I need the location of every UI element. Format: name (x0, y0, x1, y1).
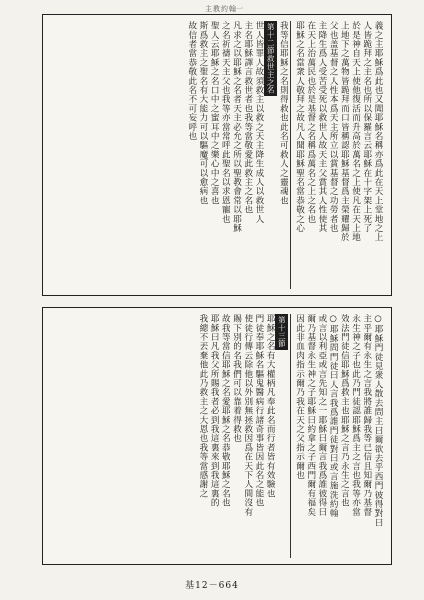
chapter-label: 第十三節 (275, 314, 288, 350)
text-column: 主名耶穌譯言救世者也我等當敬愛此救主之名也 (242, 21, 253, 215)
chapter-heading (264, 21, 277, 289)
bottom-text-columns (51, 314, 383, 558)
text-column: 上地下之萬物皆跪拜而口皆稱認耶穌基督爲主榮耀歸於 (339, 21, 350, 242)
text-column: 世人皆罪人故須救主以救之天主降生成人以救世人 (253, 21, 264, 224)
page-number: 基12－664 (185, 581, 239, 591)
text-column: 凡求之以耶穌之名者天主必允之所以聖教會常以耶穌 (231, 21, 242, 233)
text-column: 效法門徒信耶穌爲救主也耶穌之言乃永生之言也 (339, 314, 350, 508)
text-column: 聖人云耶穌之名口中之蜜耳中之樂心中之喜也 (209, 21, 220, 205)
text-column: 使徒行傳云除他以外別無拯救因爲在天下人間沒有 (242, 314, 253, 517)
text-column: 之名祈禱天主父也我等亦當常呼此聖名以求恩寵也 (220, 21, 231, 224)
text-column: 耶穌之名有大權柄凡奉此名而行者皆有效驗也 (265, 314, 276, 498)
text-column: 因此非血肉指示爾乃我在天之父指示爾也 (294, 314, 305, 480)
column-divider (290, 314, 291, 558)
text-column: 主乎爾有永生之言我將誰歸我等已信且知爾乃基督 (361, 314, 372, 517)
chapter-label: 第十二節救世主之名 (264, 21, 277, 96)
header-title: 主教約翰 (205, 5, 237, 13)
text-column: 人皆跪拜之主名也所以保羅言云耶穌在十字架上死了 (361, 21, 372, 233)
header-mark: 一 (236, 5, 243, 13)
text-column: ○耶穌門徒見衆人散去問主曰爾欲去乎西門彼得對曰 (373, 314, 383, 527)
text-column: 我等信耶穌之名則得救也此名可救人之靈魂也 (278, 21, 289, 205)
chapter-heading (275, 314, 288, 558)
text-column: 故信者當恭敬此名不可妄呼也 (186, 21, 197, 141)
top-page-frame (42, 14, 392, 296)
text-column: 主降生爲人受苦受死以救世人故天主父賞其人性使其 (316, 21, 327, 233)
text-column: 耶穌曰凡我父所賜我者必到我這裏來到我這裏的 (209, 314, 220, 508)
text-column: ○耶穌問門徒曰人言我爲誰門徒對曰或言施洗約翰 (328, 314, 339, 518)
text-column: 永生神之子也此乃門徒認耶穌爲主之言也我等亦當 (350, 314, 361, 517)
text-column: 故我等當信耶穌之名愛耶穌之名恭敬耶穌之名也 (220, 314, 231, 508)
text-column: 在天上治萬民也於是基督之名稱爲萬名之上之名也 (305, 21, 316, 224)
text-column: 義之主耶穌爲此也又聞耶穌名稱亦爲此在天上堂地之上 (373, 21, 383, 242)
text-column: 斯爲救主之聖名有大能力可以驅魔可以愈病也 (197, 21, 208, 205)
text-column: 或言以利亞或言先知之一耶穌曰爾言我爲誰彼得曰 (316, 314, 327, 517)
bottom-page-frame (42, 307, 392, 565)
top-text-columns (51, 21, 383, 289)
text-column: 賜下別的名我們可以靠着得救也 (231, 314, 242, 443)
text-column: 爾乃基督永生神之子耶穌曰約拿之子西門爾有福矣 (305, 314, 316, 517)
text-column: 父也盖基督之人性本爲天主所立以賞基督之功勞者也 (328, 21, 339, 233)
text-column: 於是神自天上使他復活而升高於萬名之上使凡在天上地 (350, 21, 361, 242)
text-column: 耶穌之名當衆人敬拜之故凡人聞耶穌聖名當恭敬之心 (294, 21, 305, 233)
text-column: 我總不丟棄他此乃救主之大恩也我等當感謝之 (197, 314, 208, 498)
column-divider (290, 21, 291, 289)
text-column: 門徒奉耶穌名驅鬼醫病行諸奇事皆因此名之能也 (253, 314, 264, 508)
